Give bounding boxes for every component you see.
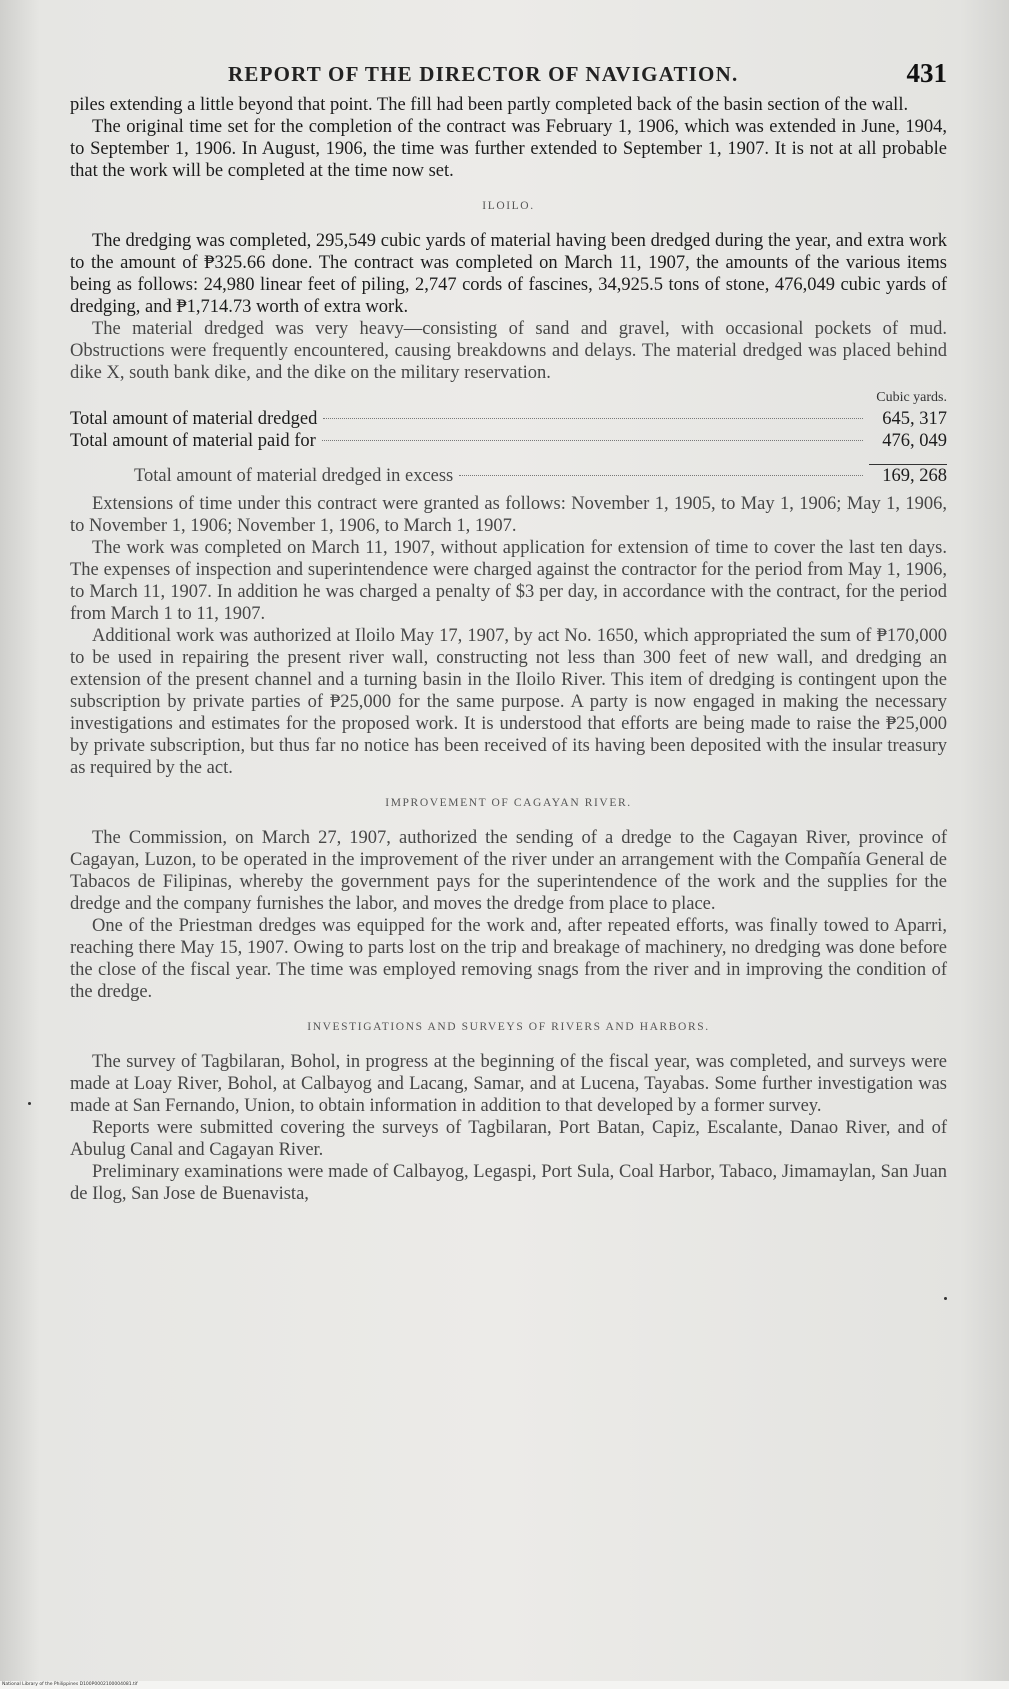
paragraph-iloilo-3: Extensions of time under this contract were granted as follows: November 1, 1905, to May 1, 1906; May 1, 1906, to November 1, 1906; November 1, 1906, to March 1, 1907. xyxy=(70,494,947,536)
table-row xyxy=(70,430,947,452)
scan-footer-label: National Library of the Philippines D100P0002100004081.tif xyxy=(2,1682,138,1687)
table-row-value: 476, 049 xyxy=(882,431,947,451)
leader-dots xyxy=(459,475,863,476)
running-head: REPORT OF THE DIRECTOR OF NAVIGATION. xyxy=(228,62,739,86)
paragraph-iloilo-2: The material dredged was very heavy—consisting of sand and gravel, with occasional pockets of mud. Obstructions were frequently encountered, causing breakdowns and delays. The material dredged was placed behind dike X, south bank dike, and the dike on the military reservation. xyxy=(70,319,947,383)
paragraph-cagayan-2: One of the Priestman dredges was equipped for the work and, after repeated efforts, was finally towed to Aparri, reaching there May 15, 1907. Owing to parts lost on the trip and breakage of machinery, no dredging was done before the close of the fiscal year. The time was employed removing snags from the river and in improving the condition of the dredge. xyxy=(70,916,947,1002)
scan-footer-strip xyxy=(0,1681,1009,1689)
paragraph-intro-1: piles extending a little beyond that point. The fill had been partly completed back of the basin section of the wall. xyxy=(70,95,909,115)
table-row xyxy=(70,408,947,430)
scan-speck xyxy=(944,1297,947,1300)
table-row-label: Total amount of material paid for xyxy=(70,431,316,451)
paragraph-surveys-2: Reports were submitted covering the surveys of Tagbilaran, Port Batan, Capiz, Escalante, Danao River, and of Abulug Canal and Cagayan River. xyxy=(70,1118,947,1160)
paragraph-cagayan-1: The Commission, on March 27, 1907, authorized the sending of a dredge to the Cagayan River, province of Cagayan, Luzon, to be operated in the improvement of the river under an arrangement with the Compañía General de Tabacos de Filipinas, whereby the government pays for the superintendence of the work and the supplies for the dredge and the company furnishes the labor, and moves the dredge from place to place. xyxy=(70,828,947,914)
table-total-value: 169, 268 xyxy=(869,464,947,487)
section-title-iloilo: ILOILO. xyxy=(482,200,535,212)
leader-dots xyxy=(322,440,863,441)
body-text xyxy=(70,94,947,1205)
paragraph-intro-2: The original time set for the completion of the contract was February 1, 1906, which was extended in June, 1904, to September 1, 1906. In August, 1906, the time was further extended to September 1, 1907. It is not at all probable that the work will be completed at the time now set. xyxy=(70,117,947,181)
table-row-value: 645, 317 xyxy=(882,409,947,429)
page-header xyxy=(78,52,947,94)
material-table xyxy=(70,390,947,487)
table-total-row xyxy=(70,464,947,487)
page-number: 431 xyxy=(906,58,947,88)
paragraph-surveys-1: The survey of Tagbilaran, Bohol, in progress at the beginning of the fiscal year, was completed, and surveys were made at Loay River, Bohol, at Calbayog and Lacang, Samar, and at Lucena, Tayabas. Some further investigation was made at San Fernando, Union, to obtain information in addition to that developed by a former survey. xyxy=(70,1052,947,1116)
section-title-cagayan: IMPROVEMENT OF CAGAYAN RIVER. xyxy=(385,797,632,809)
table-total-label: Total amount of material dredged in excess xyxy=(134,466,454,486)
paragraph-iloilo-5: Additional work was authorized at Iloilo May 17, 1907, by act No. 1650, which appropriated the sum of ₱170,000 to be used in repairing the present river wall, constructing not less than 300 feet of new wall, and dredging an extension of the present channel and a turning basin in the Iloilo River. This item of dredging is contingent upon the subscription by private parties of ₱25,000 for the same purpose. A party is now engaged in making the necessary investigations and estimates for the proposed work. It is understood that efforts are being made to raise the ₱25,000 by private subscription, but thus far no notice has been received of its having been deposited with the insular treasury as required by the act. xyxy=(70,626,947,778)
leader-dots xyxy=(323,418,863,419)
paragraph-iloilo-4: The work was completed on March 11, 1907, without application for extension of time to cover the last ten days. The expenses of inspection and superintendence were charged against the contractor for the period from May 1, 1906, to March 11, 1907. In addition he was charged a penalty of $3 per day, in accordance with the contract, for the period from March 1 to 11, 1907. xyxy=(70,538,947,624)
section-title-surveys: INVESTIGATIONS AND SURVEYS OF RIVERS AND HARBORS. xyxy=(307,1021,710,1033)
table-unit-header: Cubic yards. xyxy=(876,390,947,405)
scan-speck xyxy=(28,1102,31,1105)
paragraph-iloilo-1: The dredging was completed, 295,549 cubic yards of material having been dredged during the year, and extra work to the amount of ₱325.66 done. The contract was completed on March 11, 1907, the amounts of the various items being as follows: 24,980 linear feet of piling, 2,747 cords of fascines, 34,925.5 tons of stone, 476,049 cubic yards of dredging, and ₱1,714.73 worth of extra work. xyxy=(70,231,947,317)
table-row-label: Total amount of material dredged xyxy=(70,409,318,429)
paragraph-surveys-3: Preliminary examinations were made of Calbayog, Legaspi, Port Sula, Coal Harbor, Tabaco, Jimamaylan, San Juan de Ilog, San Jose de Buenavista, xyxy=(70,1162,947,1204)
